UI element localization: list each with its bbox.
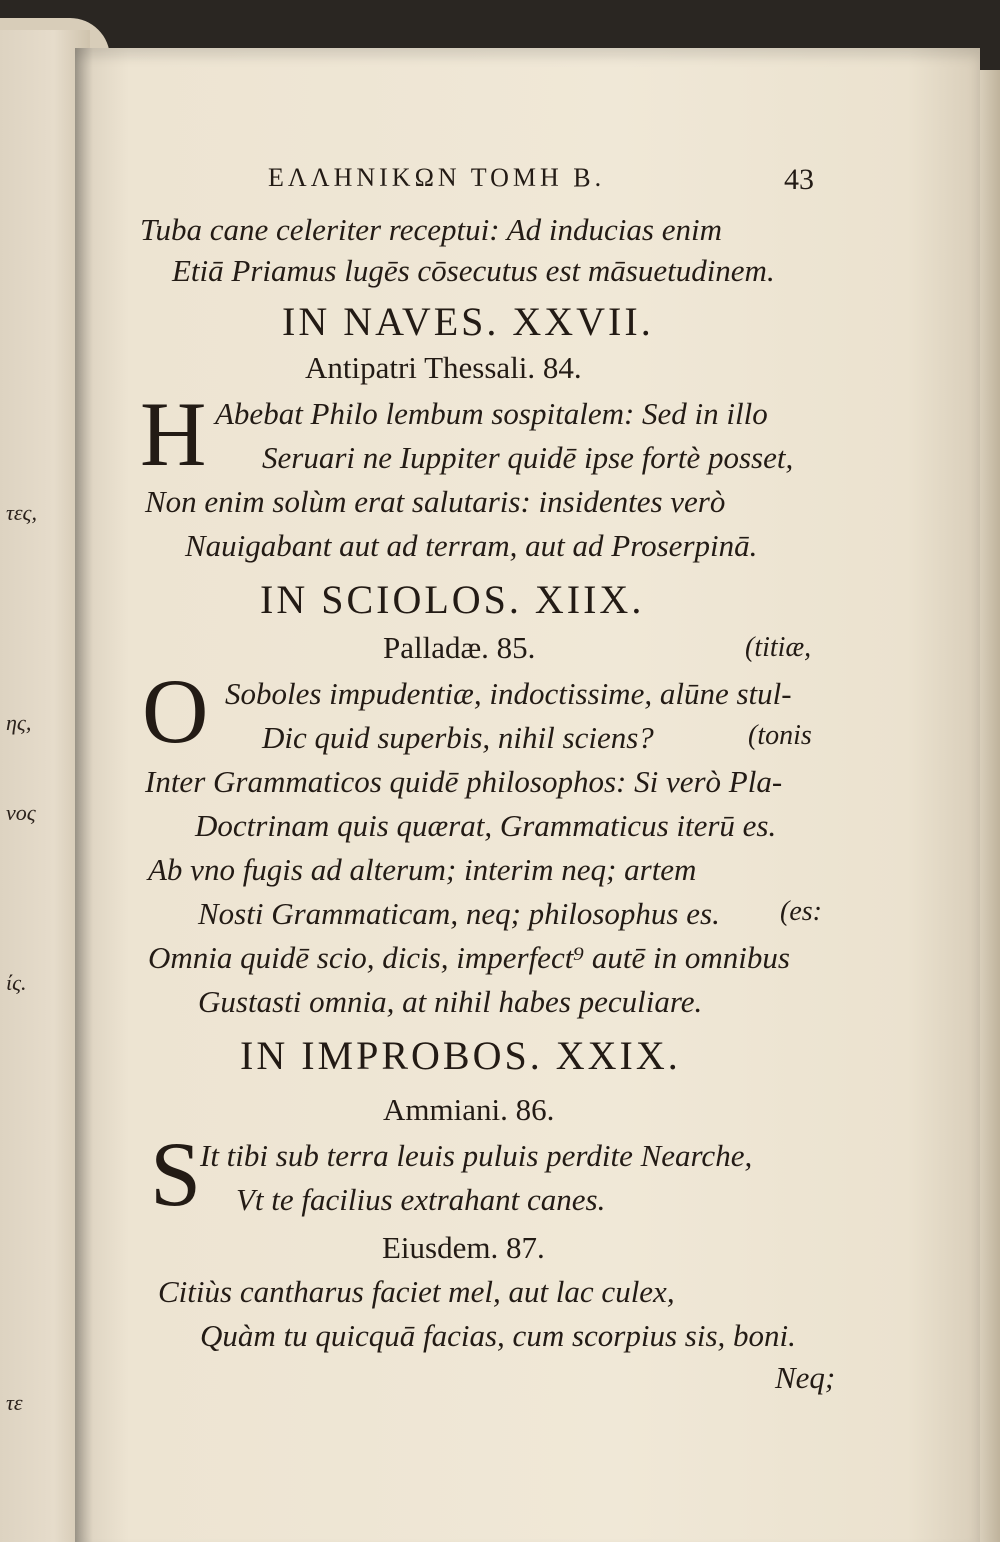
- verse-line: Quàm tu quicquā facias, cum scorpius sis, boni.: [200, 1318, 796, 1353]
- verse-line: Nauigabant aut ad terram, aut ad Proserpinā.: [185, 528, 758, 563]
- binding-gutter: [75, 48, 93, 1542]
- catchword: Neq;: [775, 1360, 836, 1395]
- verse-line: Etiā Priamus lugēs cōsecutus est māsuetudinem.: [172, 253, 775, 288]
- running-title: ΕΛΛΗΝΙΚΩΝ ΤΟΜΗ Β.: [268, 163, 606, 192]
- author-line: Ammiani. 86.: [383, 1092, 555, 1127]
- verse-line: Soboles impudentiæ, indoctissime, alūne stul-: [225, 676, 792, 711]
- overflow-fragment: (es:: [780, 896, 822, 927]
- verse-line: Ab vno fugis ad alterum; interim neq; artem: [148, 852, 697, 887]
- section-title: IN IMPROBOS. XXIX.: [240, 1033, 681, 1078]
- author-line: Palladæ. 85.: [383, 630, 536, 665]
- verse-line: Abebat Philo lembum sospitalem: Sed in illo: [215, 396, 768, 431]
- verse-line: Citiùs cantharus faciet mel, aut lac culex,: [158, 1274, 675, 1309]
- verse-line: Non enim solùm erat salutaris: insidentes verò: [145, 484, 726, 519]
- verse-line: Omnia quidē scio, dicis, imperfect⁹ autē in omnibus: [148, 940, 790, 975]
- left-margin-fragment: νος: [6, 800, 36, 825]
- left-margin-fragment: ίς.: [6, 970, 27, 995]
- page-number: 43: [784, 163, 814, 196]
- section-title: IN SCIOLOS. XIIX.: [260, 577, 645, 622]
- left-margin-fragment: ης,: [6, 710, 32, 735]
- left-margin-fragment: τε: [6, 1390, 23, 1415]
- author-line: Eiusdem. 87.: [382, 1230, 545, 1265]
- verse-line: It tibi sub terra leuis puluis perdite Nearche,: [200, 1138, 753, 1173]
- verse-line: Inter Grammaticos quidē philosophos: Si verò Pla-: [145, 764, 783, 799]
- verse-line: Nosti Grammaticam, neq; philosophus es.: [198, 896, 720, 931]
- verse-line: Vt te facilius extrahant canes.: [236, 1182, 606, 1217]
- overflow-fragment: (tonis: [748, 720, 812, 751]
- verse-line: Gustasti omnia, at nihil habes peculiare.: [198, 984, 703, 1019]
- author-line: Antipatri Thessali. 84.: [305, 350, 582, 385]
- verse-line: Doctrinam quis quærat, Grammaticus iterū es.: [195, 808, 777, 843]
- left-margin-fragment: τες,: [6, 500, 37, 525]
- drop-initial: O: [142, 660, 209, 762]
- section-title: IN NAVES. XXVII.: [282, 299, 654, 344]
- verse-line: Seruari ne Iuppiter quidē ipse fortè posset,: [262, 440, 794, 475]
- drop-initial: S: [150, 1123, 202, 1225]
- verse-line: Tuba cane celeriter receptui: Ad inducias enim: [140, 212, 722, 247]
- drop-initial: H: [140, 383, 207, 485]
- verse-line: Dic quid superbis, nihil sciens?: [262, 720, 654, 755]
- overflow-fragment: (titiæ,: [745, 632, 812, 663]
